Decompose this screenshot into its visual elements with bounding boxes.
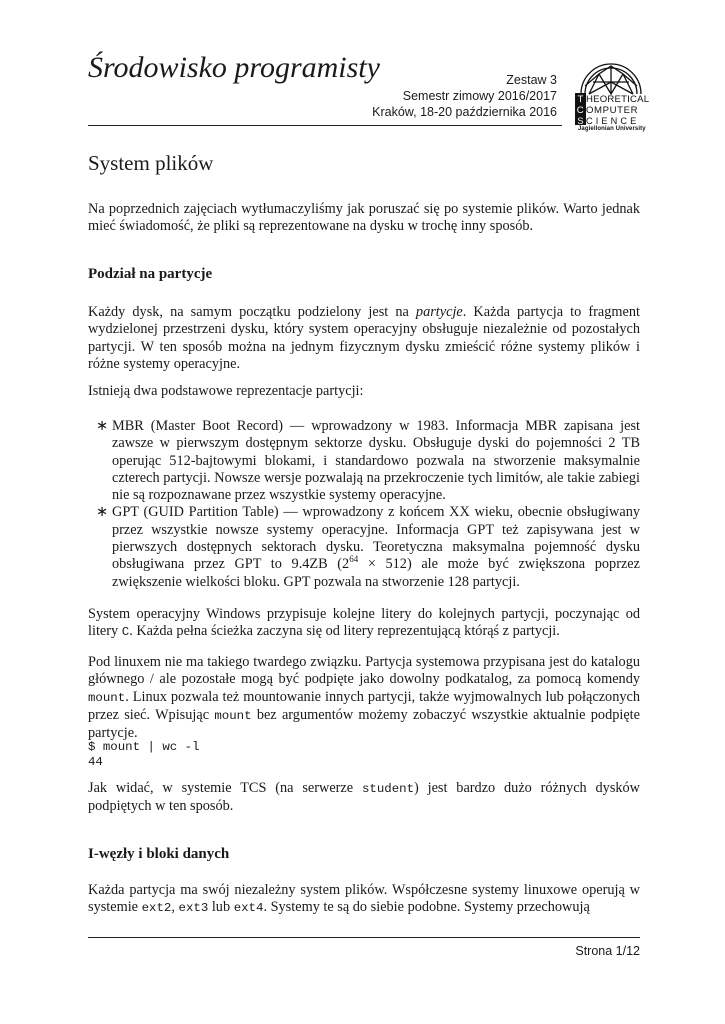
partition-types-list [88, 418, 640, 591]
logo-university: Jagiellonian University [578, 126, 646, 132]
tcs-paragraph: Jak widać, w systemie TCS (na serwerze student) jest bardzo dużo różnych dysków podpiętych w ten sposób. [88, 780, 641, 815]
bullet-icon: ∗ [96, 504, 108, 521]
windows-paragraph: System operacyjny Windows przypisuje kolejne litery do kolejnych partycji, poczynając od litery C. Każda pełna ścieżka zaczyna się od litery reprezentującą którąś z partycji. [88, 606, 640, 640]
inodes-heading: I-węzły i bloki danych [88, 846, 230, 862]
partitions-paragraph-1: Każdy dysk, na samym początku podzielony jest na partycje. Każda partycja to fragment wydzielonej przestrzeni dysku, który system operacyjny obsługuje niezależnie od pozostałych partycji. W ten sposób można na jednym fizycznym dysku zmieścić różne systemy plików i różne systemy operacyjne. [88, 304, 640, 372]
partitions-heading: Podział na partycje [88, 266, 213, 282]
list-item-gpt: ∗ GPT (GUID Partition Table) — wprowadzony z końcem XX wieku, obecnie obsługiwany przez wszystkie nowsze systemy operacyjne. Informacja GPT też zapisywana jest w pierwszych dostępnych sektorach dysku. Teoretyczna maksymalna pojemność dysku obsługiwana przez GPT to 9.4ZB $(2^{64} \times 512)$ ale może być zwiększona poprzez zwiększenie wielkości bloku. GPT pozwala na stworzenie 128 partycji. [96, 504, 640, 590]
inodes-paragraph: Każda partycja ma swój niezależny system plików. Współczesne systemy linuxowe operują w systemie ext2, ext3 lub ext4. Systemy te są do siebie podobne. Systemy przechowują [88, 882, 640, 916]
page-number: Strona 1/12 [575, 944, 640, 958]
dome-icon [575, 56, 647, 96]
command-line: $ mount | wc -l [88, 740, 200, 754]
section-title: System plików [88, 151, 214, 175]
logo-line-3: S CIENCE [577, 116, 640, 126]
logo-line-2: C OMPUTER [576, 105, 639, 116]
linux-paragraph: Pod linuxem nie ma takiego twardego związku. Partycja systemowa przypisana jest do katalogu głównego / ale pozostałe mogą być podpięte jako dowolny podkatalog, za pomocą komendy mount. Linux pozwala też mountowanie innych partycji, także wyjmowalnych lub połączonych przez sieć. Wpisując mount bez argumentów możemy zobaczyć wszystkie aktualnie podpięte partycje. [88, 654, 640, 742]
footer-rule [88, 937, 640, 938]
list-item-mbr: ∗ MBR (Master Boot Record) — wprowadzony w 1983. Informacja MBR zapisana jest zawsze w pierwszym dostępnym sektorze dysku. Obsługuje dyski do pojemności 2 TB operując 512-bajtowymi blokami, i standardowo pozwala na stworzenie maksymalnie czterech partycji. Nowsze wersje pozwalają na przekroczenie tych limitów, ale takie zabiegi nie są rozpoznawane przez wszystkie systemy operacyjne. [96, 418, 640, 504]
place-date: Kraków, 18-20 października 2016 [372, 105, 557, 119]
document-title: Środowisko programisty [88, 51, 380, 84]
bullet-icon: ∗ [96, 418, 108, 434]
set-number: Zestaw 3 [506, 73, 557, 87]
command-output: 44 [88, 755, 103, 769]
semester: Semestr zimowy 2016/2017 [402, 89, 557, 103]
partitions-paragraph-2: Istnieją dwa podstawowe reprezentacje partycji: [88, 383, 364, 399]
tcs-logo [575, 56, 650, 134]
logo-line-1: T HEORETICAL [577, 94, 650, 105]
intro-paragraph: Na poprzednich zajęciach wytłumaczyliśmy jak poruszać się po systemie plików. Warto jednak mieć świadomość, że pliki są reprezentowane na dysku w trochę inny sposób. [88, 201, 640, 235]
header-meta [372, 72, 557, 120]
header-rule [88, 125, 562, 126]
